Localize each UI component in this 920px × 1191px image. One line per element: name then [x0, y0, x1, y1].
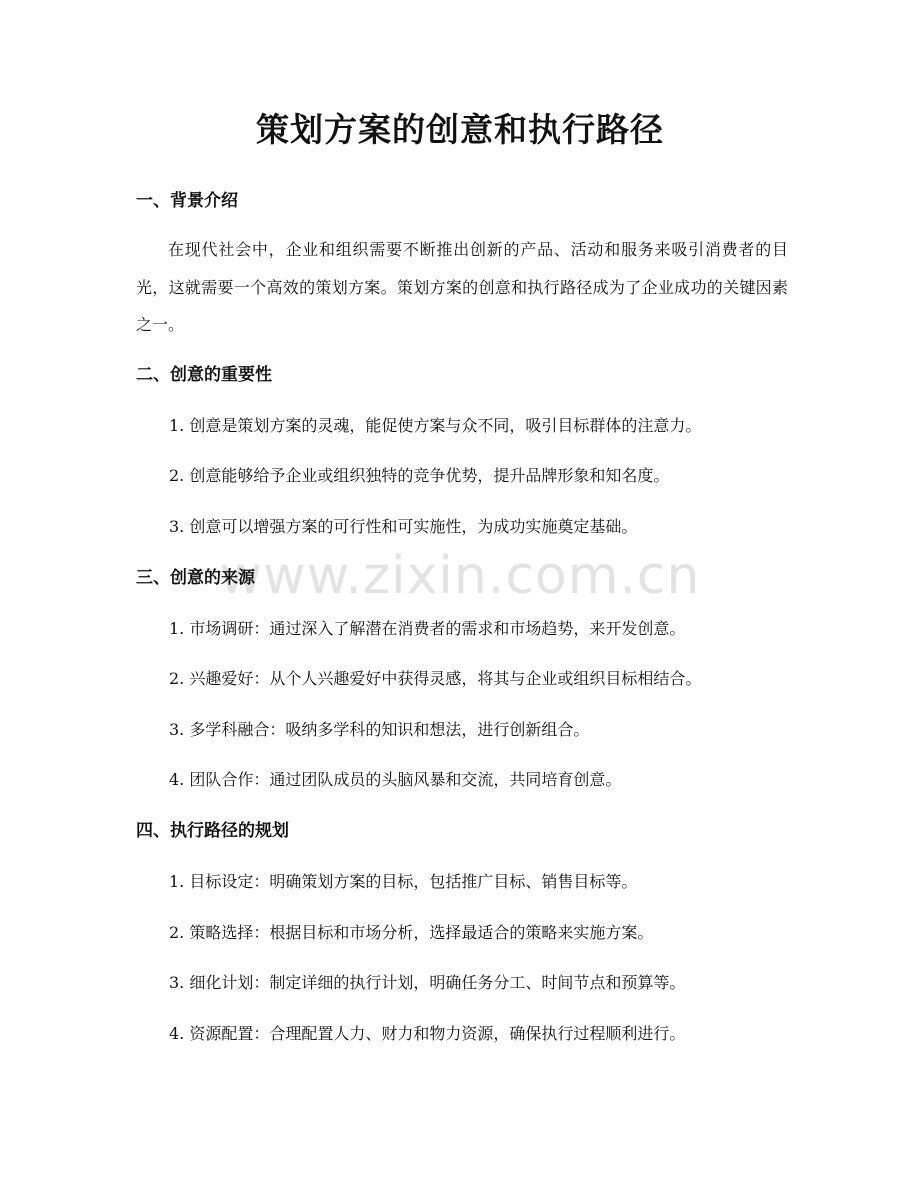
list-item: 1. 创意是策划方案的灵魂，能促使方案与众不同，吸引目标群体的注意力。	[169, 416, 702, 435]
section-heading-execution: 四、执行路径的规划	[136, 821, 289, 841]
document-title: 策划方案的创意和执行路径	[256, 110, 664, 149]
list-item: 3. 创意可以增强方案的可行性和可实施性，为成功实施奠定基础。	[169, 517, 638, 536]
list-item: 1. 目标设定：明确策划方案的目标，包括推广目标、销售目标等。	[169, 872, 638, 891]
watermark: www.zixin.com.cn	[219, 546, 701, 606]
section-heading-importance: 二、创意的重要性	[136, 365, 272, 385]
list-item: 3. 细化计划：制定详细的执行计划，明确任务分工、时间节点和预算等。	[169, 973, 686, 992]
list-item: 4. 资源配置：合理配置人力、财力和物力资源，确保执行过程顺利进行。	[169, 1024, 686, 1043]
list-item: 3. 多学科融合：吸纳多学科的知识和想法，进行创新组合。	[169, 720, 590, 739]
section-heading-background: 一、背景介绍	[136, 191, 238, 211]
list-item: 1. 市场调研：通过深入了解潜在消费者的需求和市场趋势，来开发创意。	[169, 619, 686, 638]
section-heading-sources: 三、创意的来源	[136, 568, 255, 588]
list-item: 2. 兴趣爱好：从个人兴趣爱好中获得灵感，将其与企业或组织目标相结合。	[169, 669, 702, 688]
list-item: 2. 创意能够给予企业或组织独特的竞争优势，提升品牌形象和知名度。	[169, 466, 670, 485]
list-item: 2. 策略选择：根据目标和市场分析，选择最适合的策略来实施方案。	[169, 923, 654, 942]
section-paragraph-background: 在现代社会中，企业和组织需要不断推出创新的产品、活动和服务来吸引消费者的目光，这就需要一个高效的策划方案。策划方案的创意和执行路径成为了企业成功的关键因素之一。	[136, 240, 788, 334]
list-item: 4. 团队合作：通过团队成员的头脑风暴和交流，共同培育创意。	[169, 770, 622, 789]
